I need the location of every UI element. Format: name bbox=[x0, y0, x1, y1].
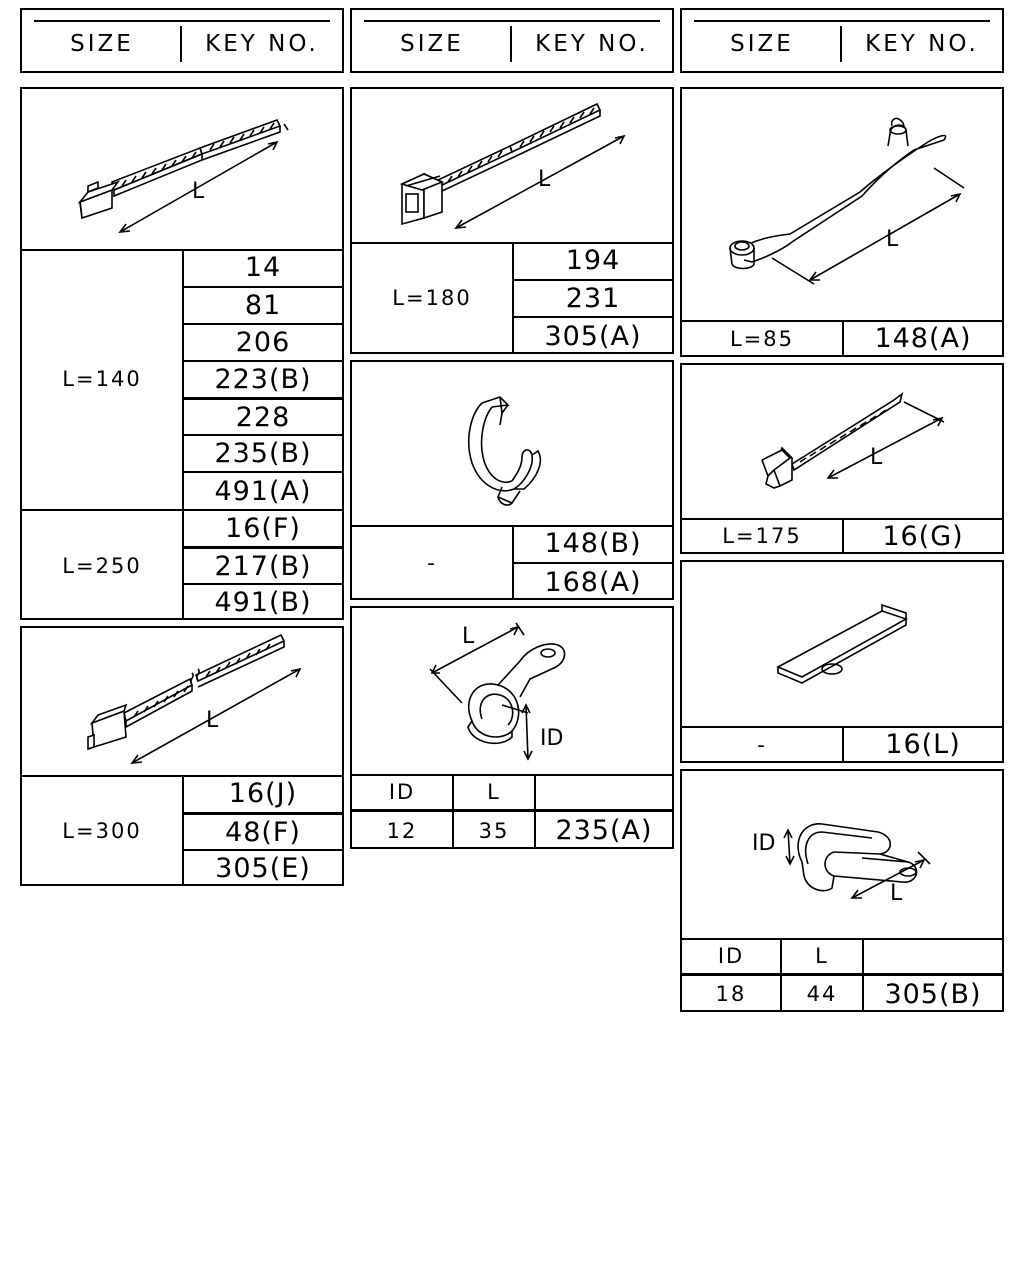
strap-drawing bbox=[730, 118, 964, 284]
push-mount-tie-drawing bbox=[762, 394, 944, 488]
key-no-cell: 148(A) bbox=[842, 320, 1002, 357]
dimension-id-label: ID bbox=[540, 726, 564, 751]
header-col-1 bbox=[20, 8, 344, 73]
key-no-cell: 235(B) bbox=[182, 434, 342, 471]
key-no-cell: 305(E) bbox=[182, 849, 342, 886]
cable-tie-mount-illustration bbox=[352, 89, 672, 244]
size-header: SIZE bbox=[70, 31, 134, 57]
l-value-cell: 44 bbox=[780, 973, 862, 1012]
key-no-cell: 16(G) bbox=[842, 518, 1002, 554]
key-no-cell: 168(A) bbox=[512, 562, 672, 600]
push-mount-tie-illustration bbox=[682, 365, 1002, 520]
size-cell: - bbox=[757, 732, 767, 757]
panel-p-clamp bbox=[350, 606, 674, 849]
size-cell: L=250 bbox=[22, 509, 182, 620]
key-no-cell: 223(B) bbox=[182, 360, 342, 397]
header-col-3 bbox=[680, 8, 1004, 73]
dimension-l-label: L bbox=[538, 167, 551, 192]
cable-tie-mount-drawing bbox=[402, 104, 624, 228]
key-no-header: KEY NO. bbox=[205, 31, 319, 57]
u-clip-drawing bbox=[784, 824, 930, 898]
size-cell: L=85 bbox=[729, 326, 795, 351]
key-no-cell: 217(B) bbox=[182, 546, 342, 583]
key-no-cell: 194 bbox=[512, 242, 672, 279]
header-col-2 bbox=[350, 8, 674, 73]
l-column-header: L bbox=[780, 938, 862, 973]
size-cell: L=175 bbox=[722, 524, 802, 548]
dimension-l-label: L bbox=[890, 881, 903, 906]
key-no-cell: 231 bbox=[512, 279, 672, 316]
key-no-cell: 491(B) bbox=[182, 583, 342, 620]
p-clamp-illustration bbox=[352, 608, 672, 776]
size-cell: L=300 bbox=[62, 818, 142, 843]
key-no-header: KEY NO. bbox=[535, 31, 649, 57]
key-no-cell: 16(J) bbox=[182, 775, 342, 812]
blank-column-header bbox=[534, 774, 672, 809]
dimension-l-label: L bbox=[206, 708, 219, 733]
panel-u-clip bbox=[680, 769, 1004, 1012]
panel-cable-tie-140 bbox=[20, 87, 344, 620]
key-no-cell: 16(L) bbox=[842, 726, 1002, 763]
panel-push-mount-tie-175 bbox=[680, 363, 1004, 554]
strap-illustration bbox=[682, 89, 1002, 322]
l-column-header: L bbox=[452, 774, 534, 809]
key-no-cell: 491(A) bbox=[182, 471, 342, 509]
l-value-cell: 35 bbox=[452, 809, 534, 849]
dimension-l-label: L bbox=[192, 179, 205, 204]
key-no-cell: 14 bbox=[182, 249, 342, 286]
panel-hook-clip bbox=[350, 360, 674, 600]
key-no-cell: 16(F) bbox=[182, 509, 342, 546]
cable-tie-illustration bbox=[22, 628, 342, 777]
cable-tie-drawing bbox=[80, 120, 288, 232]
cable-tie-illustration bbox=[22, 89, 342, 251]
panel-strap-85 bbox=[680, 87, 1004, 357]
header-rule bbox=[364, 20, 660, 22]
size-header: SIZE bbox=[400, 31, 464, 57]
key-no-cell: 235(A) bbox=[534, 809, 672, 849]
flat-clip-illustration bbox=[682, 562, 1002, 728]
key-no-cell: 48(F) bbox=[182, 812, 342, 849]
key-no-header: KEY NO. bbox=[865, 31, 979, 57]
flat-clip-drawing bbox=[778, 605, 906, 683]
panel-cable-tie-180 bbox=[350, 87, 674, 354]
id-column-header: ID bbox=[717, 943, 745, 968]
dimension-l-label: L bbox=[462, 624, 475, 649]
panel-flat-clip bbox=[680, 560, 1004, 763]
panel-cable-tie-300 bbox=[20, 626, 344, 886]
header-rule bbox=[34, 20, 330, 22]
key-no-cell: 305(B) bbox=[862, 973, 1002, 1012]
dimension-id-label: ID bbox=[752, 831, 776, 856]
size-cell: - bbox=[427, 550, 437, 575]
key-no-cell: 148(B) bbox=[512, 525, 672, 562]
dimension-l-label: L bbox=[886, 227, 899, 252]
u-clip-illustration bbox=[682, 771, 1002, 940]
id-value-cell: 12 bbox=[352, 809, 452, 849]
id-column-header: ID bbox=[388, 779, 416, 804]
hook-clip-illustration bbox=[352, 362, 672, 527]
size-cell: L=180 bbox=[392, 286, 472, 310]
size-header: SIZE bbox=[730, 31, 794, 57]
cable-tie-drawing bbox=[88, 635, 300, 763]
id-value-cell: 18 bbox=[682, 973, 780, 1012]
size-cell: L=140 bbox=[62, 367, 142, 391]
key-no-cell: 305(A) bbox=[512, 316, 672, 354]
hook-clip-drawing bbox=[469, 397, 541, 505]
blank-column-header bbox=[862, 938, 1002, 973]
key-no-cell: 81 bbox=[182, 286, 342, 323]
key-no-cell: 206 bbox=[182, 323, 342, 360]
dimension-l-label: L bbox=[870, 445, 883, 470]
header-rule bbox=[694, 20, 990, 22]
key-no-cell: 228 bbox=[182, 397, 342, 434]
